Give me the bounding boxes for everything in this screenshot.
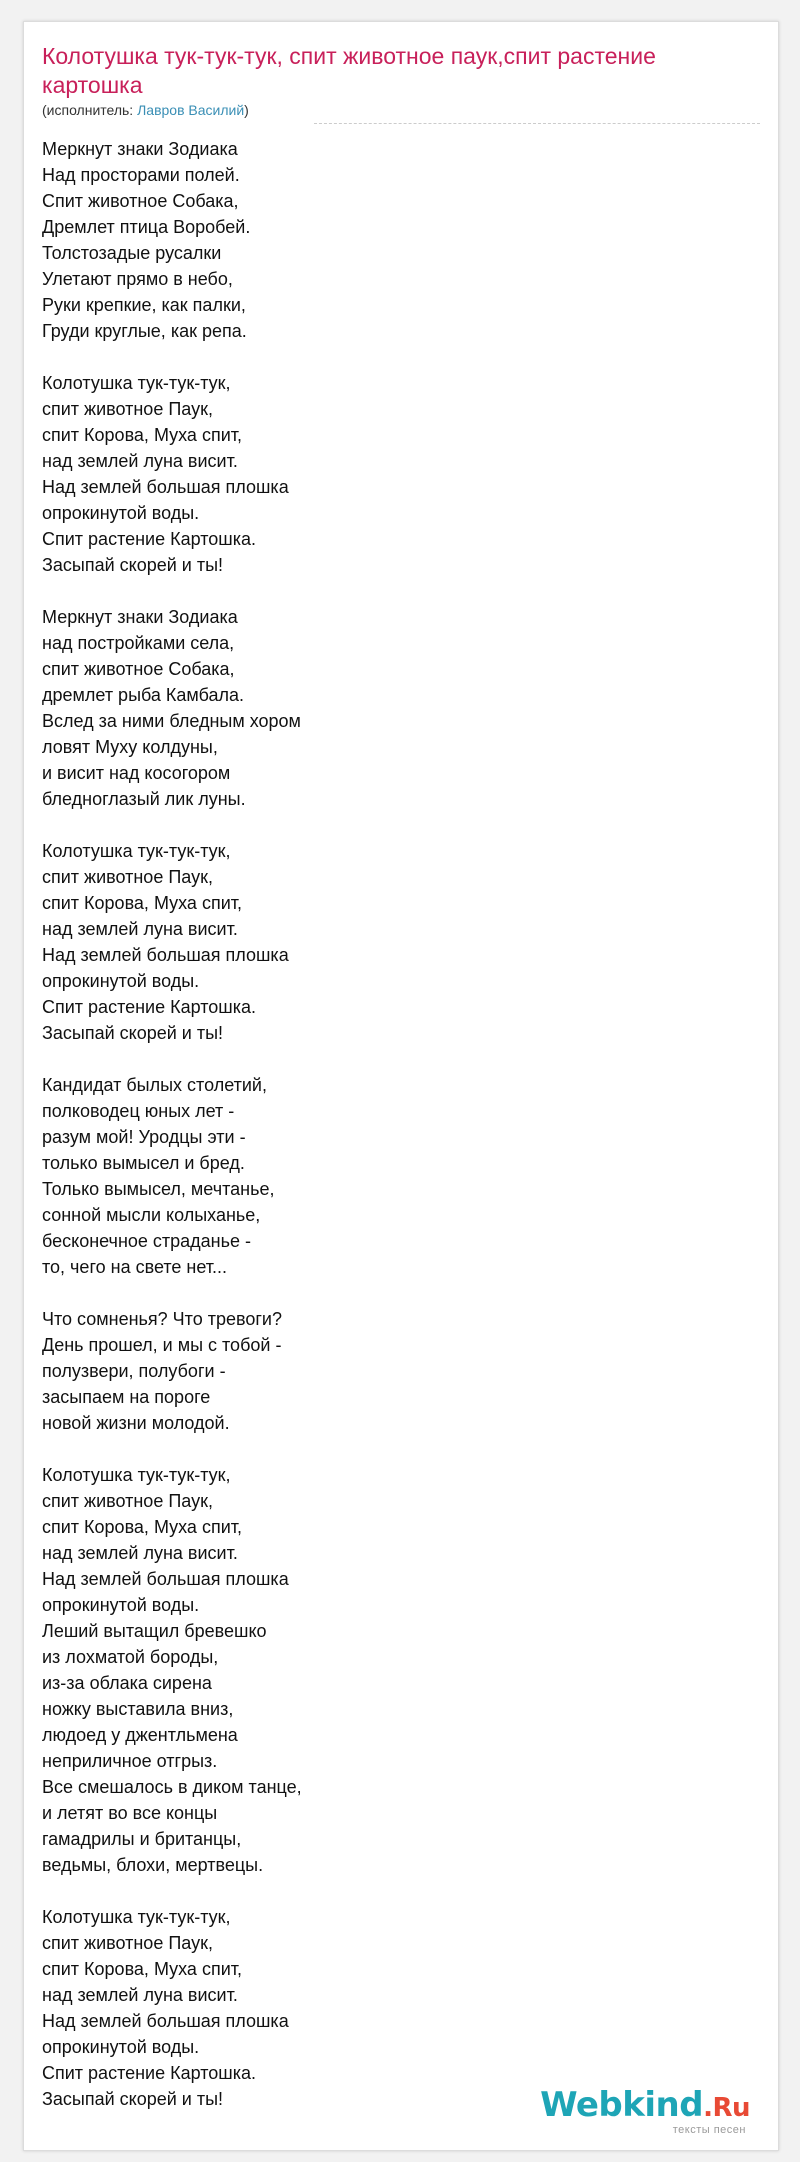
- lyrics-line: и висит над косогором: [42, 763, 231, 783]
- lyrics-line: людоед у джентльмена: [42, 1725, 238, 1745]
- lyrics-line: День прошел, и мы с тобой -: [42, 1335, 282, 1355]
- lyrics-stanza: [42, 1072, 742, 1280]
- lyrics-line: опрокинутой воды.: [42, 2037, 200, 2057]
- lyrics-line: и летят во все концы: [42, 1803, 218, 1823]
- lyrics-line: спит животное Паук,: [42, 1491, 213, 1511]
- lyrics-line: Что сомненья? Что тревоги?: [42, 1309, 282, 1329]
- lyrics-line: Руки крепкие, как палки,: [42, 295, 246, 315]
- lyrics-stanza: [42, 604, 742, 812]
- lyrics-line: Спит растение Картошка.: [42, 529, 257, 549]
- lyrics-line: над землей луна висит.: [42, 451, 238, 471]
- dashed-divider: [314, 123, 760, 124]
- lyrics-line: над землей луна висит.: [42, 1543, 238, 1563]
- artist-line: [42, 102, 249, 118]
- lyrics-line: только вымысел и бред.: [42, 1153, 245, 1173]
- lyrics-line: Дремлет птица Воробей.: [42, 217, 251, 237]
- lyrics-line: Колотушка тук-тук-тук,: [42, 841, 231, 861]
- lyrics-stanza: [42, 838, 742, 1046]
- lyrics-line: спит Корова, Муха спит,: [42, 1959, 242, 1979]
- lyrics-stanza: [42, 1462, 742, 1878]
- lyrics-line: разум мой! Уродцы эти -: [42, 1127, 246, 1147]
- lyrics-line: спит Корова, Муха спит,: [42, 425, 242, 445]
- lyrics-line: над постройками села,: [42, 633, 235, 653]
- lyrics-line: Засыпай скорей и ты!: [42, 2089, 224, 2109]
- lyrics-line: бесконечное страданье -: [42, 1231, 252, 1251]
- lyrics-line: Спит растение Картошка.: [42, 2063, 257, 2083]
- lyrics-line: спит животное Паук,: [42, 867, 213, 887]
- lyrics-stanza: [42, 370, 742, 578]
- lyrics-line: над землей луна висит.: [42, 919, 238, 939]
- lyrics-line: Над землей большая плошка: [42, 1569, 289, 1589]
- logo-tld-text: .Ru: [703, 2093, 750, 2123]
- lyrics-line: Только вымысел, мечтанье,: [42, 1179, 275, 1199]
- lyrics-stanza: [42, 136, 742, 344]
- logo-main-text: Webkind: [540, 2085, 704, 2125]
- lyrics-line: над землей луна висит.: [42, 1985, 238, 2005]
- lyrics-line: ловят Муху колдуны,: [42, 737, 218, 757]
- lyrics-line: сонной мысли колыханье,: [42, 1205, 261, 1225]
- lyrics-line: ведьмы, блохи, мертвецы.: [42, 1855, 264, 1875]
- lyrics-line: Груди круглые, как репа.: [42, 321, 247, 341]
- lyrics-line: Вслед за ними бледным хором: [42, 711, 301, 731]
- lyrics-line: спит животное Паук,: [42, 1933, 213, 1953]
- page-title: Колотушка тук-тук-тук, спит животное паук,спит растение картошка: [42, 43, 656, 98]
- lyrics-line: Колотушка тук-тук-тук,: [42, 1465, 231, 1485]
- lyrics-line: спит животное Собака,: [42, 659, 235, 679]
- lyrics-line: Все смешалось в диком танце,: [42, 1777, 302, 1797]
- lyrics-line: ножку выставила вниз,: [42, 1699, 234, 1719]
- lyrics-stanza: [42, 1306, 742, 1436]
- lyrics-line: гамадрилы и британцы,: [42, 1829, 242, 1849]
- lyrics-card: [23, 21, 779, 2151]
- lyrics-line: Засыпай скорей и ты!: [42, 1023, 224, 1043]
- lyrics-line: неприличное отгрыз.: [42, 1751, 218, 1771]
- lyrics-line: Над просторами полей.: [42, 165, 240, 185]
- lyrics-line: спит Корова, Муха спит,: [42, 1517, 242, 1537]
- lyrics-line: Над землей большая плошка: [42, 477, 289, 497]
- lyrics-line: спит животное Паук,: [42, 399, 213, 419]
- lyrics-line: новой жизни молодой.: [42, 1413, 230, 1433]
- lyrics-line: Над землей большая плошка: [42, 2011, 289, 2031]
- lyrics-line: засыпаем на пороге: [42, 1387, 211, 1407]
- lyrics-line: опрокинутой воды.: [42, 1595, 200, 1615]
- lyrics-line: дремлет рыба Камбала.: [42, 685, 245, 705]
- logo-tagline: тексты песен: [672, 2124, 746, 2136]
- lyrics-line: полузвери, полубоги -: [42, 1361, 226, 1381]
- artist-suffix: ): [244, 102, 249, 118]
- lyrics-line: Кандидат былых столетий,: [42, 1075, 267, 1095]
- lyrics-line: из-за облака сирена: [42, 1673, 212, 1693]
- lyrics-line: Спит животное Собака,: [42, 191, 239, 211]
- lyrics-line: опрокинутой воды.: [42, 971, 200, 991]
- lyrics-line: то, чего на свете нет...: [42, 1257, 228, 1277]
- artist-prefix: (исполнитель:: [42, 102, 138, 118]
- artist-link[interactable]: Лавров Василий: [137, 102, 245, 118]
- site-logo[interactable]: [540, 2087, 750, 2136]
- lyrics-line: Улетают прямо в небо,: [42, 269, 233, 289]
- lyrics-line: бледноглазый лик луны.: [42, 789, 246, 809]
- lyrics-line: спит Корова, Муха спит,: [42, 893, 242, 913]
- lyrics-line: из лохматой бороды,: [42, 1647, 219, 1667]
- lyrics-line: полководец юных лет -: [42, 1101, 235, 1121]
- lyrics-line: Над землей большая плошка: [42, 945, 289, 965]
- lyrics-line: Колотушка тук-тук-тук,: [42, 1907, 231, 1927]
- lyrics-text: [42, 136, 742, 2138]
- lyrics-line: Спит растение Картошка.: [42, 997, 257, 1017]
- lyrics-line: Засыпай скорей и ты!: [42, 555, 224, 575]
- lyrics-line: Леший вытащил бревешко: [42, 1621, 267, 1641]
- lyrics-stanza: [42, 1904, 742, 2112]
- logo-wordmark: [540, 2087, 750, 2126]
- lyrics-line: Толстозадые русалки: [42, 243, 222, 263]
- lyrics-line: опрокинутой воды.: [42, 503, 200, 523]
- lyrics-line: Меркнут знаки Зодиака: [42, 139, 238, 159]
- lyrics-line: Колотушка тук-тук-тук,: [42, 373, 231, 393]
- lyrics-line: Меркнут знаки Зодиака: [42, 607, 238, 627]
